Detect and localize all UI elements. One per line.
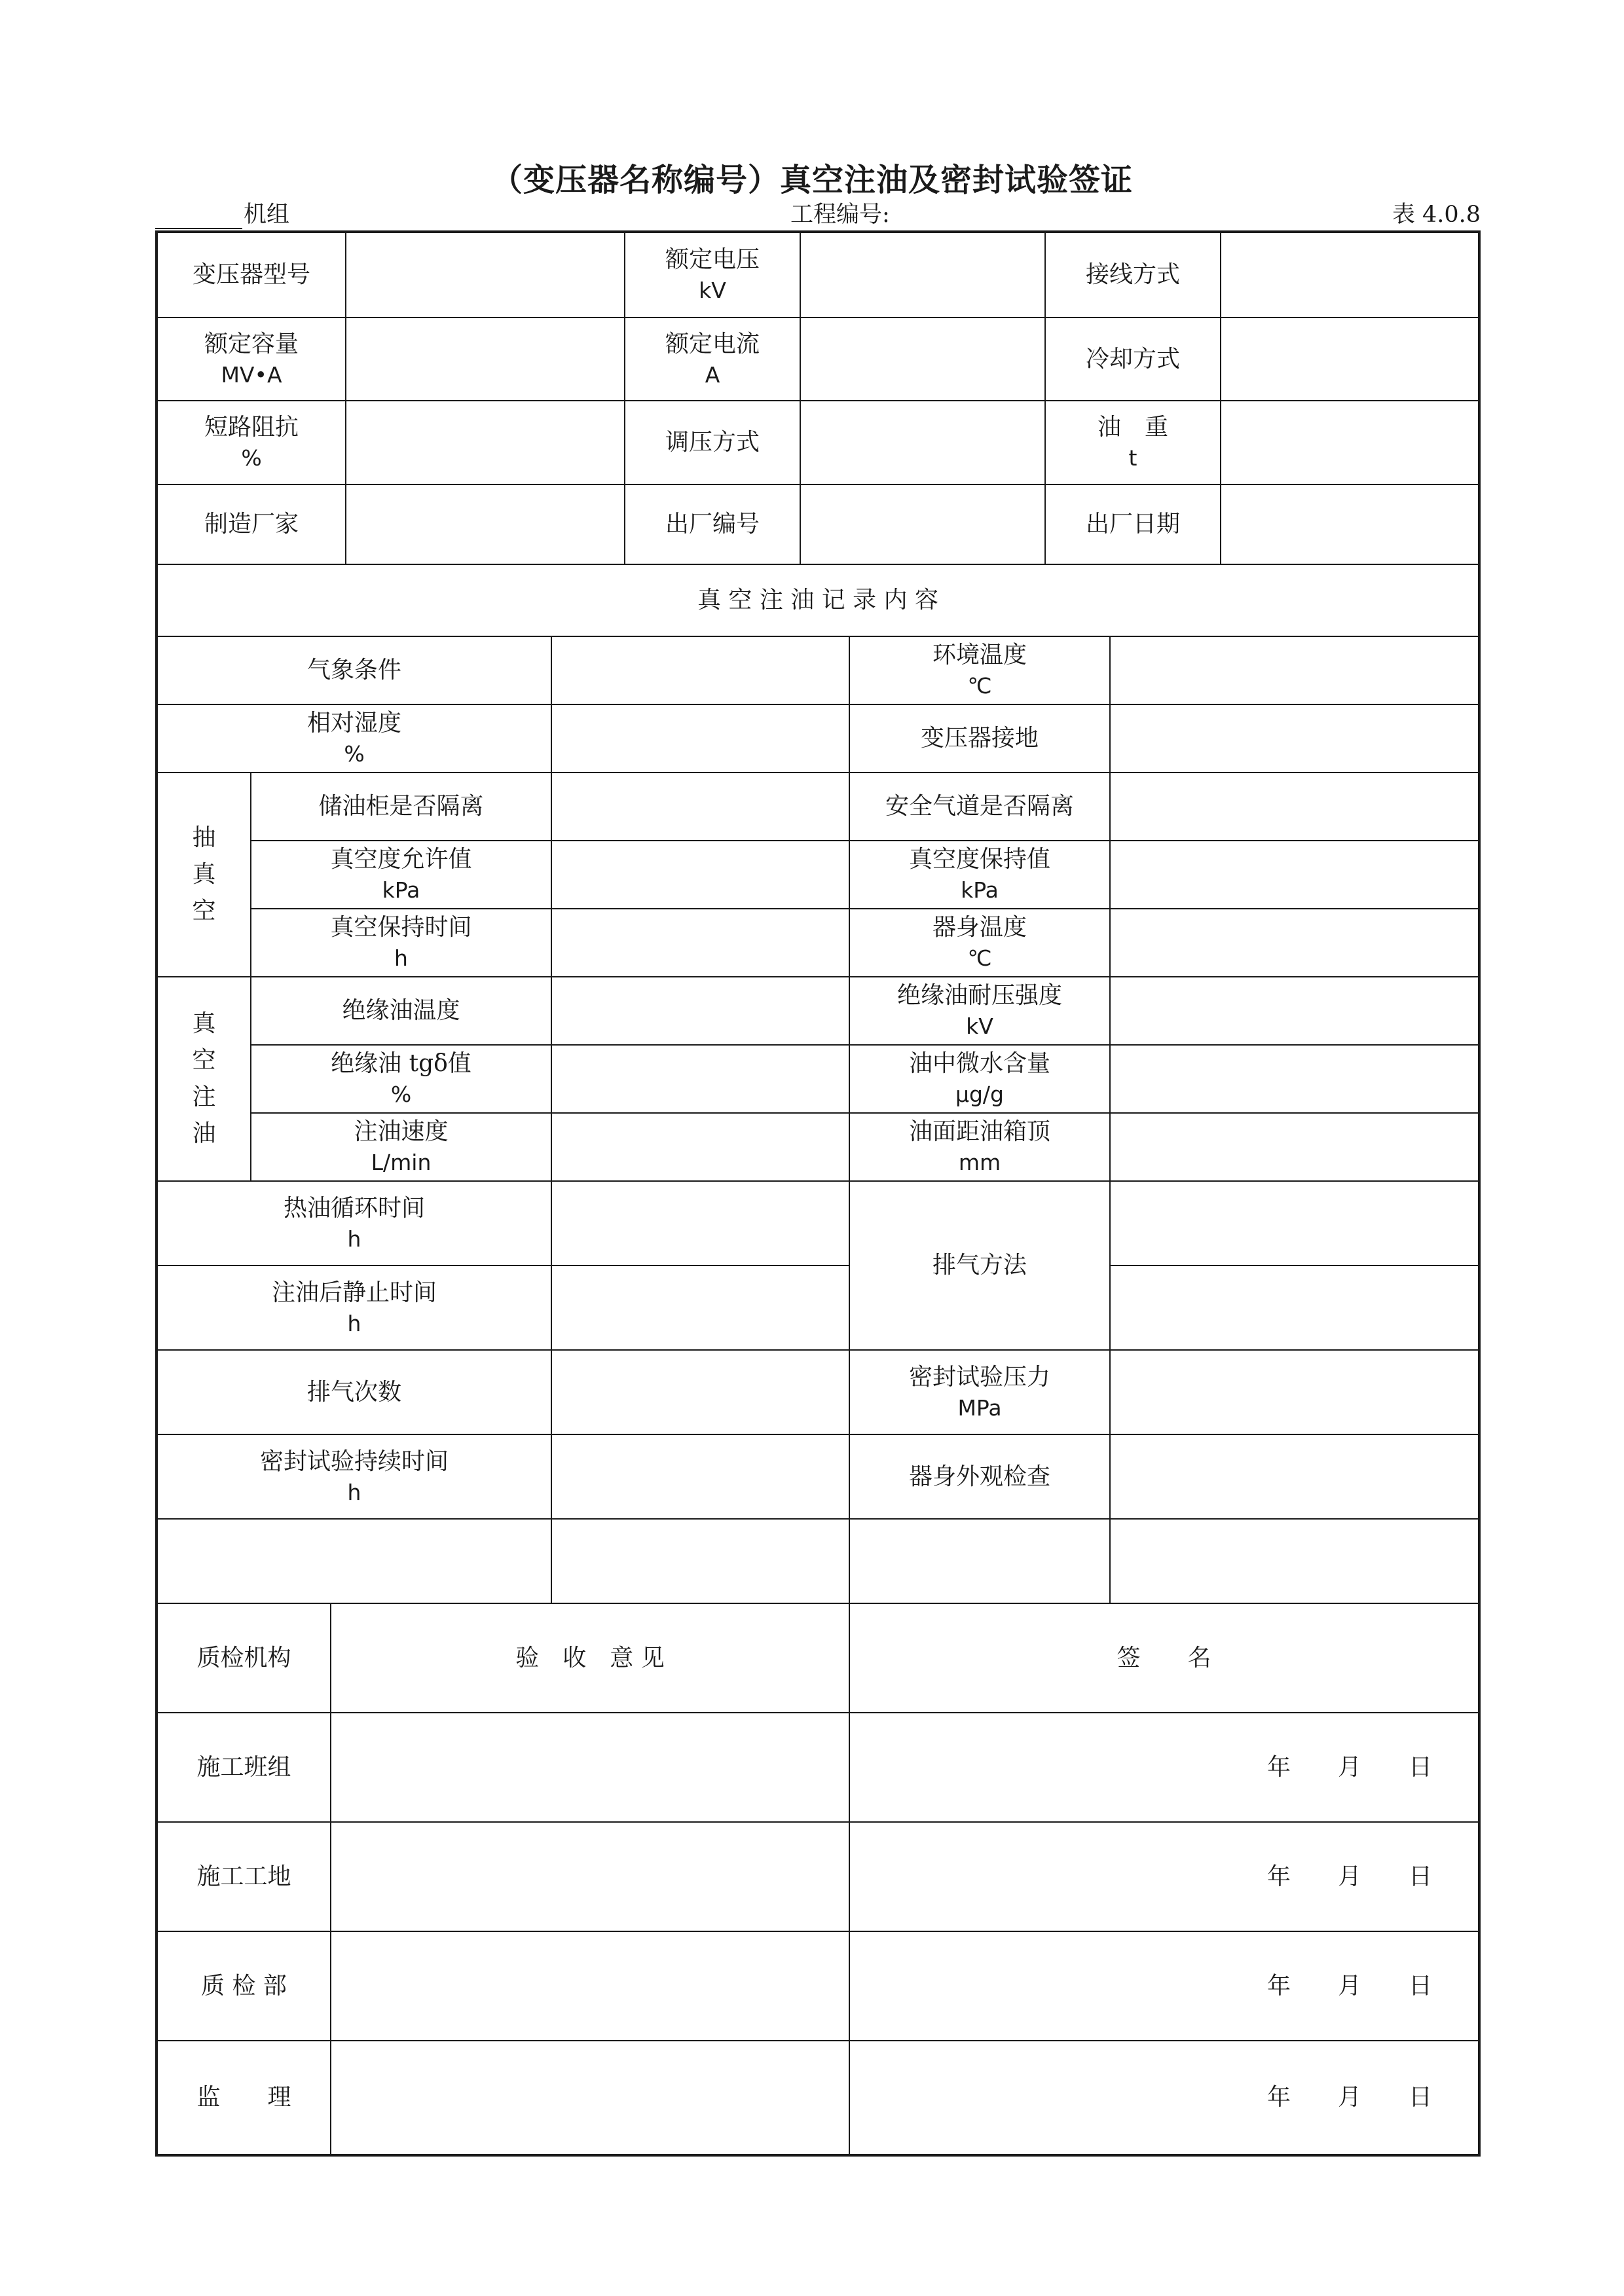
- label-vacuum-allowed: 真空度允许值 kPa: [251, 841, 552, 909]
- blank-cell[interactable]: [552, 1520, 850, 1604]
- label-rest-time: 注油后静止时间 h: [158, 1266, 552, 1351]
- blank-cell[interactable]: [158, 1520, 552, 1604]
- label-rated-voltage: 额定电压 kV: [625, 233, 801, 318]
- project-no-label: 工程编号:: [790, 202, 890, 228]
- label-rated-capacity: 额定容量 MV•A: [158, 318, 346, 401]
- label-transformer-model: 变压器型号: [158, 233, 346, 318]
- label-grounding: 变压器接地: [850, 705, 1111, 773]
- value-oil-level[interactable]: [1111, 1114, 1478, 1182]
- value-venting-count[interactable]: [552, 1351, 850, 1435]
- value-oil-tan-delta[interactable]: [552, 1046, 850, 1114]
- signoff-org-construction-team: 施工班组: [158, 1713, 331, 1823]
- unit-suffix: 机组: [244, 202, 290, 228]
- label-oil-weight: 油 重 t: [1046, 401, 1221, 485]
- signoff-opinion-cell[interactable]: [331, 1823, 850, 1932]
- value-serial-no[interactable]: [801, 485, 1046, 565]
- value-seal-duration[interactable]: [552, 1435, 850, 1520]
- label-weather: 气象条件: [158, 637, 552, 705]
- value-cooling[interactable]: [1221, 318, 1478, 401]
- label-body-temp: 器身温度 ℃: [850, 909, 1111, 977]
- value-rated-capacity[interactable]: [346, 318, 625, 401]
- signoff-sign-cell[interactable]: 年 月 日: [850, 1932, 1478, 2041]
- unit-field[interactable]: [155, 196, 289, 229]
- label-mfg-date: 出厂日期: [1046, 485, 1221, 565]
- label-serial-no: 出厂编号: [625, 485, 801, 565]
- value-weather[interactable]: [552, 637, 850, 705]
- table-number: 表 4.0.8: [1392, 202, 1481, 228]
- value-tap-changing[interactable]: [801, 401, 1046, 485]
- value-vacuum-hold[interactable]: [1111, 841, 1478, 909]
- blank-cell[interactable]: [850, 1520, 1111, 1604]
- label-rated-current: 额定电流 A: [625, 318, 801, 401]
- unit-blank[interactable]: [155, 204, 242, 229]
- value-conservator-isolated[interactable]: [552, 773, 850, 841]
- signoff-sign-cell[interactable]: 年 月 日: [850, 1713, 1478, 1823]
- value-rest-time[interactable]: [552, 1266, 850, 1351]
- signoff-org-construction-site: 施工工地: [158, 1823, 331, 1932]
- value-ambient-temp[interactable]: [1111, 637, 1478, 705]
- value-mfg-date[interactable]: [1221, 485, 1478, 565]
- label-seal-duration: 密封试验持续时间 h: [158, 1435, 552, 1520]
- label-manufacturer: 制造厂家: [158, 485, 346, 565]
- blank-cell[interactable]: [1111, 1520, 1478, 1604]
- label-venting-method: 排气方法: [850, 1182, 1111, 1351]
- label-seal-pressure: 密封试验压力 MPa: [850, 1351, 1111, 1435]
- signoff-org-qc-dept: 质 检 部: [158, 1932, 331, 2041]
- label-vacuum-hold: 真空度保持值 kPa: [850, 841, 1111, 909]
- label-conservator-isolated: 储油柜是否隔离: [251, 773, 552, 841]
- value-moisture[interactable]: [1111, 1046, 1478, 1114]
- page-title: （变压器名称编号）真空注油及密封试验签证: [490, 162, 1133, 198]
- label-ambient-temp: 环境温度 ℃: [850, 637, 1111, 705]
- signoff-opinion-cell[interactable]: [331, 1713, 850, 1823]
- value-body-temp[interactable]: [1111, 909, 1478, 977]
- group-label-vacuum: 抽 真 空: [158, 773, 251, 977]
- signoff-header-opinion: 验 收 意 见: [331, 1604, 850, 1713]
- value-rated-voltage[interactable]: [801, 233, 1046, 318]
- value-venting-method-1[interactable]: [1111, 1182, 1478, 1266]
- label-oil-level: 油面距油箱顶 mm: [850, 1114, 1111, 1182]
- value-rated-current[interactable]: [801, 318, 1046, 401]
- group-label-filling: 真 空 注 油: [158, 977, 251, 1182]
- label-tap-changing: 调压方式: [625, 401, 801, 485]
- label-short-circuit-impedance: 短路阻抗 %: [158, 401, 346, 485]
- value-seal-pressure[interactable]: [1111, 1351, 1478, 1435]
- value-connection[interactable]: [1221, 233, 1478, 318]
- signoff-sign-cell[interactable]: 年 月 日: [850, 1823, 1478, 1932]
- label-appearance: 器身外观检查: [850, 1435, 1111, 1520]
- signoff-header-sign: 签 名: [850, 1604, 1478, 1713]
- label-fill-speed: 注油速度 L/min: [251, 1114, 552, 1182]
- value-humidity[interactable]: [552, 705, 850, 773]
- label-safety-vent-isolated: 安全气道是否隔离: [850, 773, 1111, 841]
- signoff-sign-cell[interactable]: 年 月 日: [1266, 2084, 1432, 2111]
- label-moisture: 油中微水含量 μg/g: [850, 1046, 1111, 1114]
- label-vacuum-hold-time: 真空保持时间 h: [251, 909, 552, 977]
- form-table: [155, 230, 1481, 2157]
- value-manufacturer[interactable]: [346, 485, 625, 565]
- value-appearance[interactable]: [1111, 1435, 1478, 1520]
- value-venting-method-2[interactable]: [1111, 1266, 1478, 1351]
- value-oil-breakdown[interactable]: [1111, 977, 1478, 1046]
- section-title: 真 空 注 油 记 录 内 容: [158, 565, 1478, 637]
- label-humidity: 相对湿度 %: [158, 705, 552, 773]
- signoff-org-supervisor: 监 理: [158, 2041, 331, 2154]
- signoff-header-org: 质检机构: [158, 1604, 331, 1713]
- value-fill-speed[interactable]: [552, 1114, 850, 1182]
- label-oil-breakdown: 绝缘油耐压强度 kV: [850, 977, 1111, 1046]
- form-header: [155, 196, 1481, 227]
- value-safety-vent-isolated[interactable]: [1111, 773, 1478, 841]
- value-short-circuit-impedance[interactable]: [346, 401, 625, 485]
- label-cooling: 冷却方式: [1046, 318, 1221, 401]
- value-oil-temp[interactable]: [552, 977, 850, 1046]
- signoff-opinion-cell[interactable]: [331, 1932, 850, 2041]
- label-hot-oil-time: 热油循环时间 h: [158, 1182, 552, 1266]
- label-oil-temp: 绝缘油温度: [251, 977, 552, 1046]
- label-connection: 接线方式: [1046, 233, 1221, 318]
- value-oil-weight[interactable]: [1221, 401, 1478, 485]
- value-vacuum-hold-time[interactable]: [552, 909, 850, 977]
- value-hot-oil-time[interactable]: [552, 1182, 850, 1266]
- value-vacuum-allowed[interactable]: [552, 841, 850, 909]
- value-grounding[interactable]: [1111, 705, 1478, 773]
- label-oil-tan-delta: 绝缘油 tgδ值 %: [251, 1046, 552, 1114]
- value-transformer-model[interactable]: [346, 233, 625, 318]
- signoff-opinion-cell[interactable]: [331, 2041, 850, 2154]
- label-venting-count: 排气次数: [158, 1351, 552, 1435]
